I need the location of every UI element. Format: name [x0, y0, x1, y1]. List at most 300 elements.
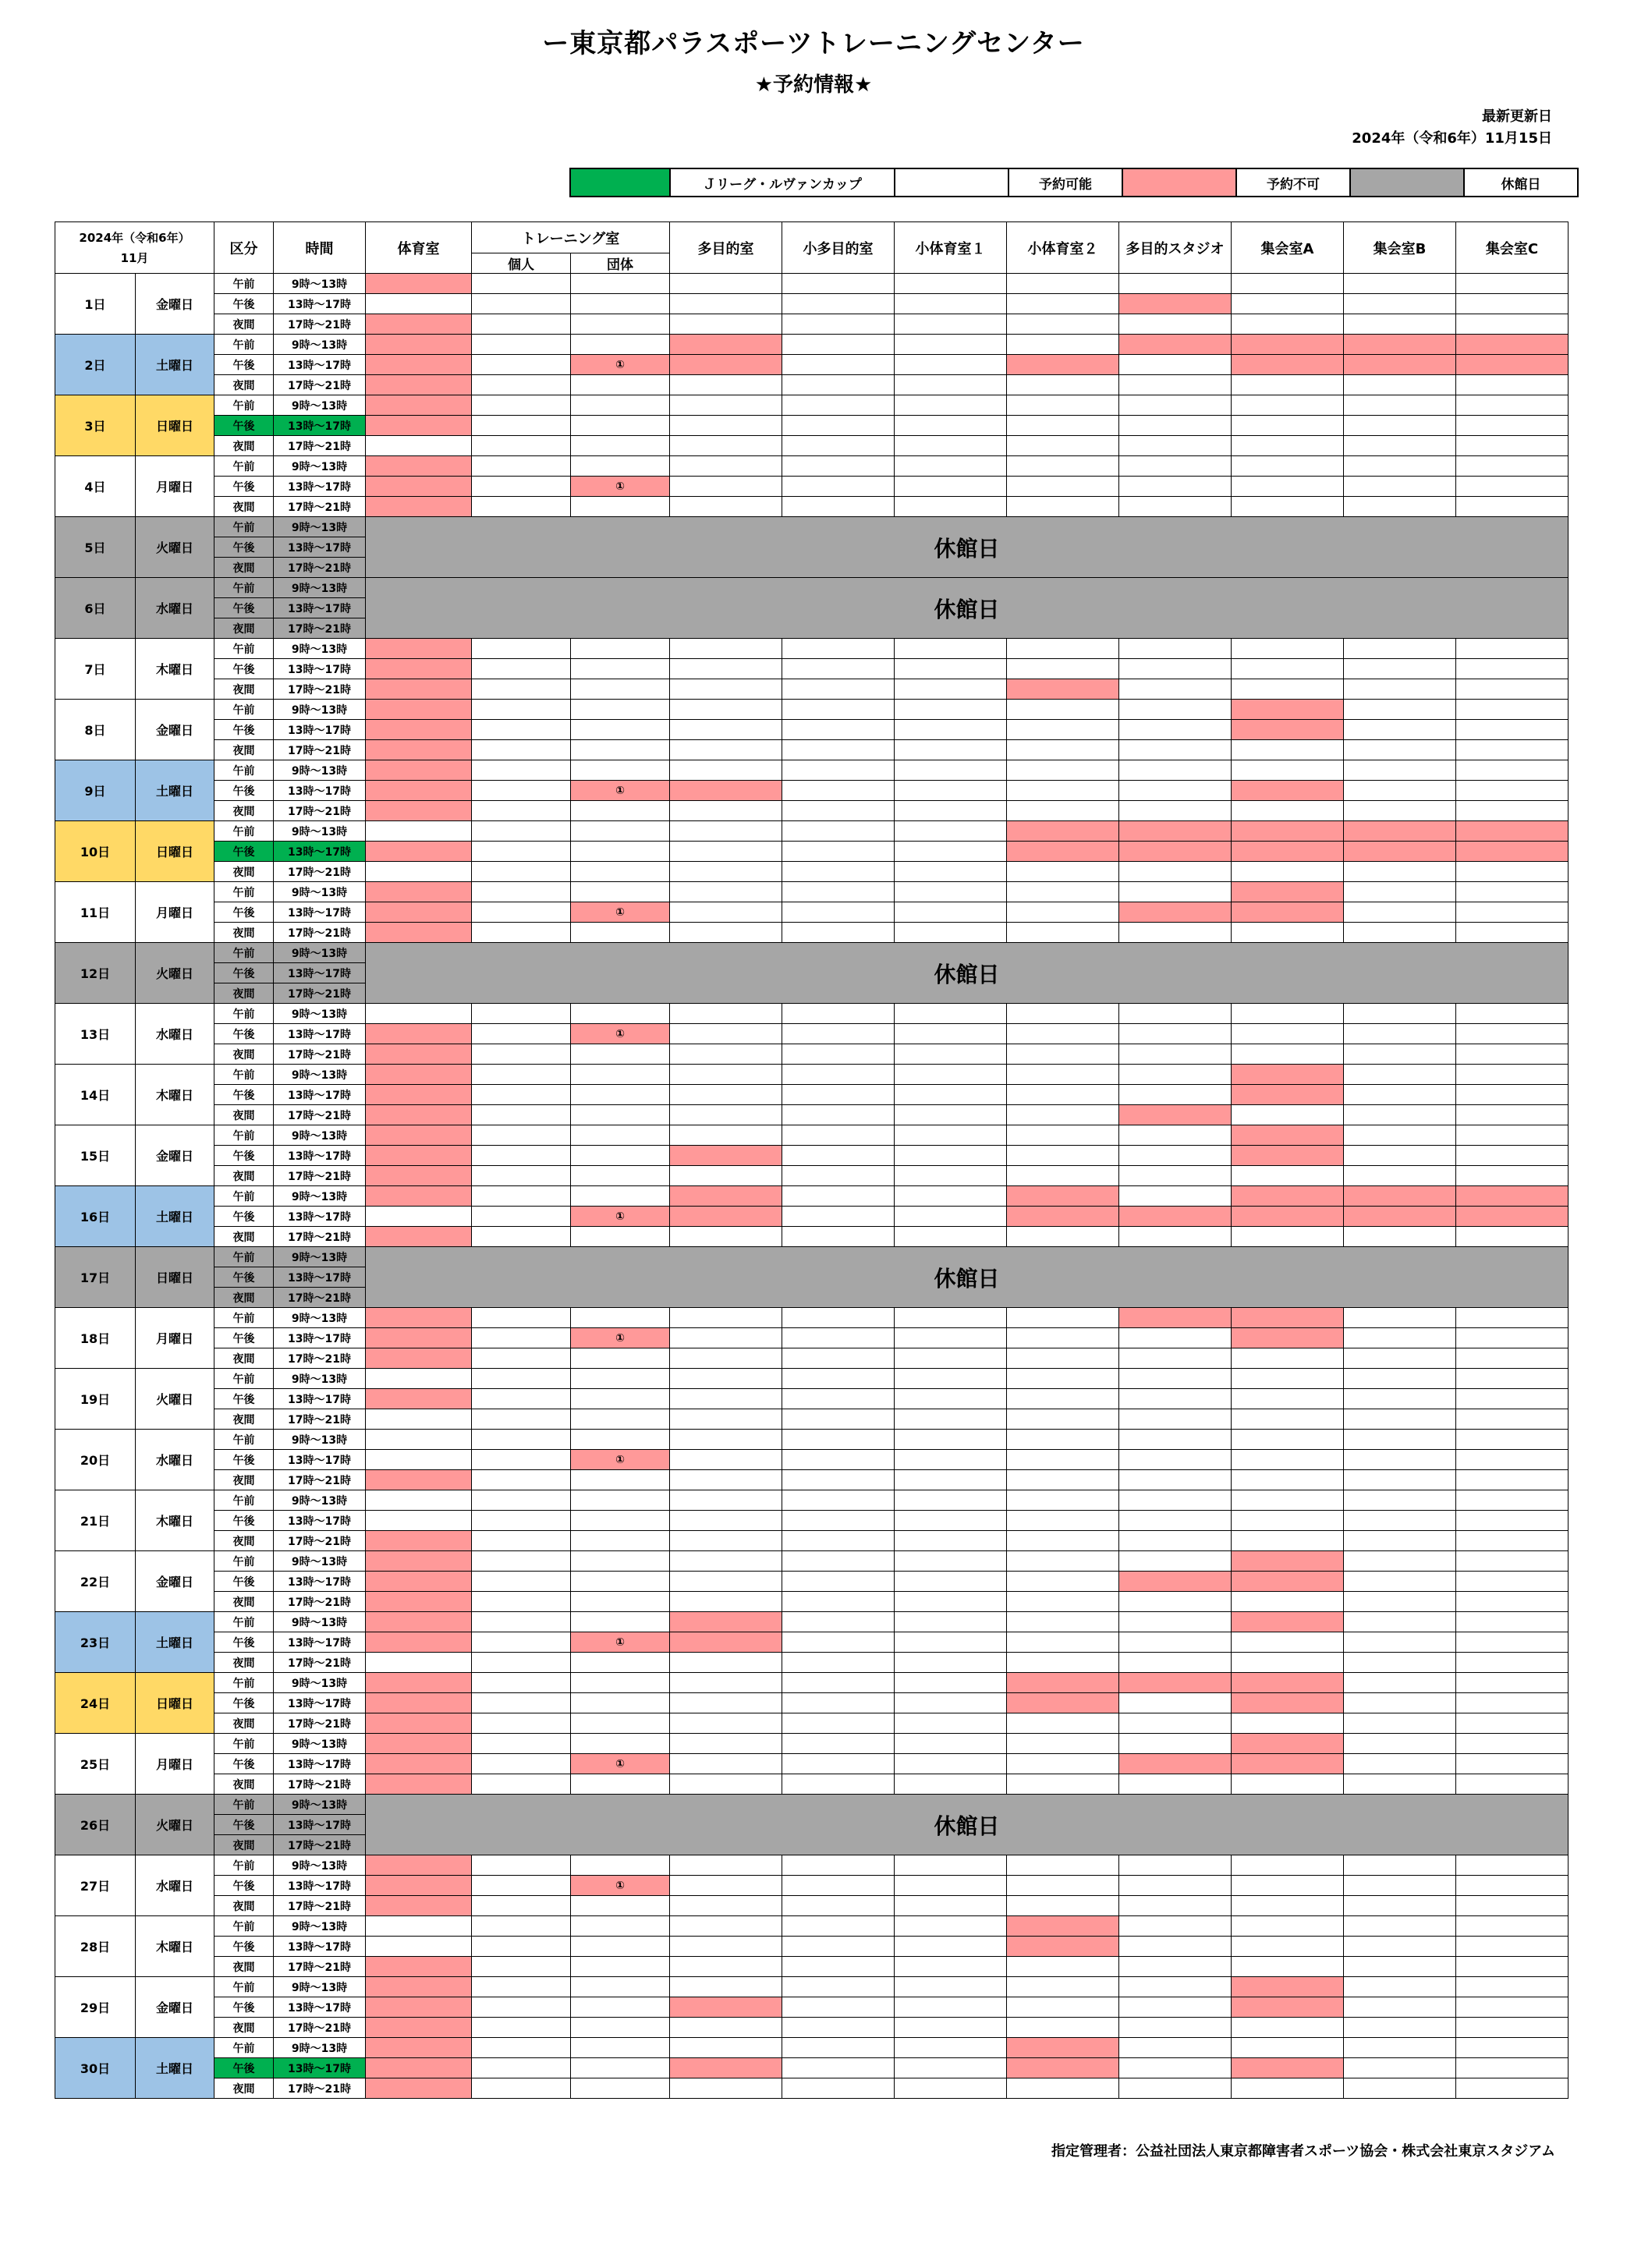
time-range: 13時～17時 [274, 1511, 366, 1531]
available-slot [1344, 375, 1456, 395]
available-slot [1119, 274, 1232, 294]
available-slot [1119, 1085, 1232, 1105]
booked-slot [1007, 1937, 1119, 1957]
available-slot [782, 1409, 895, 1430]
period-label: 午後 [214, 842, 274, 862]
available-slot [571, 1186, 670, 1207]
available-slot [1232, 1024, 1344, 1044]
available-slot [895, 375, 1007, 395]
time-range: 17時～21時 [274, 923, 366, 943]
time-range: 13時～17時 [274, 294, 366, 314]
day-weekday: 金曜日 [136, 700, 214, 760]
available-slot [472, 1085, 571, 1105]
available-slot [571, 659, 670, 679]
available-slot [895, 1937, 1007, 1957]
available-slot [1007, 1653, 1119, 1673]
day-date: 21日 [55, 1490, 136, 1551]
available-slot [472, 1592, 571, 1612]
day-weekday: 火曜日 [136, 1369, 214, 1430]
time-range: 17時～21時 [274, 983, 366, 1004]
time-range: 17時～21時 [274, 497, 366, 517]
available-slot [571, 1713, 670, 1734]
booked-slot [1007, 1916, 1119, 1937]
available-slot [571, 416, 670, 436]
day-weekday: 水曜日 [136, 578, 214, 639]
time-range: 9時～13時 [274, 943, 366, 963]
available-slot [1007, 700, 1119, 720]
available-slot [472, 679, 571, 700]
booked-slot [1232, 1551, 1344, 1572]
available-slot [366, 1653, 472, 1673]
available-slot [1007, 1430, 1119, 1450]
available-slot [1007, 781, 1119, 801]
available-slot [670, 274, 782, 294]
closed-day-banner: 休館日 [366, 517, 1569, 578]
available-slot [670, 923, 782, 943]
table-row [55, 1085, 1569, 1105]
available-slot [571, 1085, 670, 1105]
available-slot [670, 416, 782, 436]
available-slot [571, 1531, 670, 1551]
available-slot [472, 1348, 571, 1369]
period-label: 午後 [214, 1693, 274, 1713]
available-slot [472, 1876, 571, 1896]
booked-slot [366, 1348, 472, 1369]
available-slot [571, 679, 670, 700]
available-slot [895, 335, 1007, 355]
available-slot [366, 862, 472, 882]
available-slot [782, 842, 895, 862]
available-slot [1007, 1044, 1119, 1065]
available-slot [1344, 416, 1456, 436]
available-slot [1007, 1876, 1119, 1896]
period-label: 夜間 [214, 1470, 274, 1490]
room-header-studio: 多目的スタジオ [1119, 222, 1232, 274]
available-slot [782, 801, 895, 821]
available-slot [782, 1531, 895, 1551]
booked-slot [1119, 842, 1232, 862]
time-range: 9時～13時 [274, 456, 366, 477]
available-slot [472, 2078, 571, 2099]
available-slot [571, 1937, 670, 1957]
available-slot [1007, 639, 1119, 659]
available-slot [782, 1855, 895, 1876]
available-slot [1119, 1125, 1232, 1146]
available-slot [670, 497, 782, 517]
available-slot [670, 821, 782, 842]
available-slot [472, 1125, 571, 1146]
available-slot [782, 1997, 895, 2018]
available-slot [895, 1551, 1007, 1572]
available-slot [670, 1065, 782, 1085]
table-row [55, 355, 1569, 375]
available-slot [1344, 740, 1456, 760]
day-date: 24日 [55, 1673, 136, 1734]
available-slot [1344, 1450, 1456, 1470]
available-slot [782, 1612, 895, 1632]
booked-slot [1232, 720, 1344, 740]
available-slot [1344, 1937, 1456, 1957]
available-slot [670, 2038, 782, 2058]
booked-slot [1119, 1673, 1232, 1693]
available-slot [366, 1004, 472, 1024]
period-label: 午後 [214, 1632, 274, 1653]
period-label: 夜間 [214, 1531, 274, 1551]
available-slot [1232, 801, 1344, 821]
room-header-meeting-a: 集会室A [1232, 222, 1344, 274]
period-label: 午後 [214, 1389, 274, 1409]
available-slot [472, 1957, 571, 1977]
day-date: 12日 [55, 943, 136, 1004]
booked-slot [670, 1146, 782, 1166]
table-row [55, 1511, 1569, 1531]
table-row [55, 801, 1569, 821]
available-slot [782, 1754, 895, 1774]
day-weekday: 土曜日 [136, 335, 214, 395]
available-slot [1344, 659, 1456, 679]
available-slot [1456, 456, 1569, 477]
booked-slot [366, 1977, 472, 1997]
period-label: 午後 [214, 477, 274, 497]
table-row [55, 578, 1569, 598]
available-slot [1232, 1653, 1344, 1673]
available-slot [782, 335, 895, 355]
booked-slot [366, 1572, 472, 1592]
update-info [1352, 106, 1552, 150]
available-slot [670, 456, 782, 477]
closed-day-banner: 休館日 [366, 1247, 1569, 1308]
available-slot [782, 821, 895, 842]
available-slot [1456, 1937, 1569, 1957]
available-slot [472, 497, 571, 517]
available-slot [472, 902, 571, 923]
available-slot [366, 821, 472, 842]
available-slot [1456, 801, 1569, 821]
booked-slot [1007, 842, 1119, 862]
available-slot [670, 1085, 782, 1105]
available-slot [895, 923, 1007, 943]
time-range: 17時～21時 [274, 618, 366, 639]
table-row [55, 1997, 1569, 2018]
available-slot [1007, 314, 1119, 335]
available-slot [1232, 456, 1344, 477]
available-slot [670, 1876, 782, 1896]
available-slot [895, 2018, 1007, 2038]
available-slot [782, 1125, 895, 1146]
available-slot [1344, 1673, 1456, 1693]
available-slot [1344, 1227, 1456, 1247]
available-slot [571, 1997, 670, 2018]
period-label: 夜間 [214, 923, 274, 943]
period-label: 午前 [214, 1186, 274, 1207]
available-slot [1119, 1916, 1232, 1937]
available-slot [1344, 1896, 1456, 1916]
available-slot [895, 1389, 1007, 1409]
available-slot [670, 375, 782, 395]
available-slot [895, 1348, 1007, 1369]
available-slot [895, 1592, 1007, 1612]
booked-slot [1344, 1207, 1456, 1227]
available-slot [1456, 1166, 1569, 1186]
time-range: 9時～13時 [274, 335, 366, 355]
available-slot [1119, 862, 1232, 882]
available-slot [1344, 1308, 1456, 1328]
table-row [55, 1855, 1569, 1876]
available-slot [1344, 274, 1456, 294]
booked-slot [670, 1186, 782, 1207]
available-slot [670, 659, 782, 679]
available-slot [1119, 2038, 1232, 2058]
available-slot [670, 2078, 782, 2099]
available-slot [472, 2018, 571, 2038]
table-row [55, 1328, 1569, 1348]
table-row [55, 720, 1569, 740]
period-label: 夜間 [214, 1592, 274, 1612]
available-slot [1456, 862, 1569, 882]
booked-slot [1232, 1065, 1344, 1085]
available-slot [1007, 1024, 1119, 1044]
time-range: 13時～17時 [274, 1997, 366, 2018]
available-slot [1232, 1430, 1344, 1450]
legend-closed-swatch [1350, 168, 1464, 197]
available-slot [895, 1490, 1007, 1511]
time-range: 9時～13時 [274, 1186, 366, 1207]
available-slot [1232, 1855, 1344, 1876]
available-slot [1344, 862, 1456, 882]
booked-slot [366, 2018, 472, 2038]
available-slot [571, 1653, 670, 1673]
available-slot [895, 639, 1007, 659]
booked-slot [670, 1612, 782, 1632]
booked-slot [1456, 821, 1569, 842]
available-slot [782, 1146, 895, 1166]
available-slot [895, 1227, 1007, 1247]
day-date: 23日 [55, 1612, 136, 1673]
day-date: 19日 [55, 1369, 136, 1430]
period-label: 午後 [214, 355, 274, 375]
table-row [55, 477, 1569, 497]
available-slot [571, 639, 670, 659]
booked-slot [670, 1997, 782, 2018]
available-slot [1119, 355, 1232, 375]
table-row [55, 1369, 1569, 1389]
available-slot [782, 862, 895, 882]
available-slot [472, 862, 571, 882]
period-label: 午後 [214, 1754, 274, 1774]
period-label: 午後 [214, 1937, 274, 1957]
available-slot [895, 395, 1007, 416]
period-label: 夜間 [214, 1713, 274, 1734]
available-slot [782, 416, 895, 436]
available-slot [1232, 679, 1344, 700]
available-slot [571, 1916, 670, 1937]
available-slot [1344, 1105, 1456, 1125]
time-range: 17時～21時 [274, 1288, 366, 1308]
table-row [55, 1551, 1569, 1572]
period-label: 午後 [214, 537, 274, 558]
available-slot [895, 1004, 1007, 1024]
table-row [55, 923, 1569, 943]
booked-slot [366, 1592, 472, 1612]
available-slot [895, 1896, 1007, 1916]
available-slot [472, 477, 571, 497]
available-slot [1344, 720, 1456, 740]
table-row [55, 1916, 1569, 1937]
available-slot [895, 720, 1007, 740]
available-slot [670, 1572, 782, 1592]
available-slot [670, 1328, 782, 1348]
available-slot [782, 355, 895, 375]
available-slot [895, 294, 1007, 314]
available-slot [670, 679, 782, 700]
booked-slot [1456, 1207, 1569, 1227]
booked-slot [366, 1328, 472, 1348]
booked-slot [366, 842, 472, 862]
booked-slot [1344, 335, 1456, 355]
available-slot [782, 375, 895, 395]
time-range: 13時～17時 [274, 598, 366, 618]
available-slot [1007, 902, 1119, 923]
available-slot [782, 1916, 895, 1937]
available-slot [366, 1430, 472, 1450]
available-slot [1232, 1389, 1344, 1409]
period-label: 午後 [214, 1267, 274, 1288]
closed-day-banner: 休館日 [366, 943, 1569, 1004]
available-slot [472, 1389, 571, 1409]
booked-slot [1232, 1125, 1344, 1146]
available-slot [1456, 497, 1569, 517]
booked-slot [1119, 1572, 1232, 1592]
available-slot [782, 659, 895, 679]
available-slot [782, 436, 895, 456]
available-slot [1007, 477, 1119, 497]
available-slot [1456, 1572, 1569, 1592]
available-slot [1119, 1632, 1232, 1653]
available-slot [472, 1653, 571, 1673]
available-slot [1232, 1004, 1344, 1024]
available-slot [782, 2058, 895, 2078]
time-range: 17時～21時 [274, 679, 366, 700]
available-slot [571, 1511, 670, 1531]
booked-slot [366, 1065, 472, 1085]
booked-slot [366, 1673, 472, 1693]
available-slot [670, 1531, 782, 1551]
time-range: 13時～17時 [274, 963, 366, 983]
available-slot [1344, 1734, 1456, 1754]
available-slot [1456, 1430, 1569, 1450]
available-slot [472, 1105, 571, 1125]
available-slot [1456, 882, 1569, 902]
period-label: 午前 [214, 882, 274, 902]
available-slot [1007, 1855, 1119, 1876]
group-booked-slot: ① [571, 781, 670, 801]
time-range: 9時～13時 [274, 1490, 366, 1511]
available-slot [895, 659, 1007, 679]
available-slot [1456, 1612, 1569, 1632]
available-slot [472, 1572, 571, 1592]
available-slot [472, 274, 571, 294]
period-label: 午後 [214, 1207, 274, 1227]
available-slot [1232, 436, 1344, 456]
available-slot [366, 1916, 472, 1937]
table-row [55, 1125, 1569, 1146]
available-slot [895, 436, 1007, 456]
available-slot [1456, 1511, 1569, 1531]
table-row [55, 1004, 1569, 1024]
available-slot [895, 2078, 1007, 2099]
available-slot [1344, 1551, 1456, 1572]
available-slot [782, 1389, 895, 1409]
available-slot [1456, 477, 1569, 497]
time-range: 13時～17時 [274, 477, 366, 497]
available-slot [1119, 781, 1232, 801]
booked-slot [366, 1105, 472, 1125]
available-slot [1007, 923, 1119, 943]
day-weekday: 水曜日 [136, 1430, 214, 1490]
available-slot [571, 1612, 670, 1632]
period-label: 午後 [214, 1146, 274, 1166]
time-range: 17時～21時 [274, 1835, 366, 1855]
table-row [55, 1348, 1569, 1369]
available-slot [1344, 1490, 1456, 1511]
available-slot [1119, 1227, 1232, 1247]
available-slot [1456, 1734, 1569, 1754]
time-range: 13時～17時 [274, 1328, 366, 1348]
available-slot [571, 1004, 670, 1024]
period-label: 午前 [214, 1734, 274, 1754]
available-slot [571, 700, 670, 720]
available-slot [895, 1146, 1007, 1166]
available-slot [895, 1774, 1007, 1795]
footer-note: 指定管理者：公益社団法人東京都障害者スポーツ協会・株式会社東京スタジアム [1051, 2143, 1555, 2160]
available-slot [670, 720, 782, 740]
available-slot [571, 375, 670, 395]
available-slot [782, 1896, 895, 1916]
legend-available-swatch [895, 168, 1008, 197]
table-row [55, 1490, 1569, 1511]
available-slot [1119, 679, 1232, 700]
table-row [55, 639, 1569, 659]
day-weekday: 金曜日 [136, 1551, 214, 1612]
available-slot [1007, 1774, 1119, 1795]
available-slot [1344, 1957, 1456, 1977]
available-slot [571, 1065, 670, 1085]
period-label: 夜間 [214, 740, 274, 760]
available-slot [1119, 760, 1232, 781]
available-slot [1344, 1977, 1456, 1997]
available-slot [1232, 1470, 1344, 1490]
available-slot [472, 1409, 571, 1430]
period-label: 午前 [214, 1855, 274, 1876]
available-slot [1232, 1348, 1344, 1369]
period-label: 午後 [214, 2058, 274, 2078]
booked-slot [1232, 335, 1344, 355]
period-label: 午前 [214, 517, 274, 537]
available-slot [895, 1105, 1007, 1125]
month-header-month: 11月 [120, 250, 149, 265]
table-row [55, 416, 1569, 436]
available-slot [1232, 2018, 1344, 2038]
period-label: 午前 [214, 1551, 274, 1572]
available-slot [782, 1024, 895, 1044]
day-weekday: 木曜日 [136, 1490, 214, 1551]
period-label: 夜間 [214, 1105, 274, 1125]
day-weekday: 日曜日 [136, 1673, 214, 1734]
available-slot [895, 801, 1007, 821]
period-label: 午前 [214, 1369, 274, 1389]
available-slot [472, 923, 571, 943]
time-range: 13時～17時 [274, 659, 366, 679]
